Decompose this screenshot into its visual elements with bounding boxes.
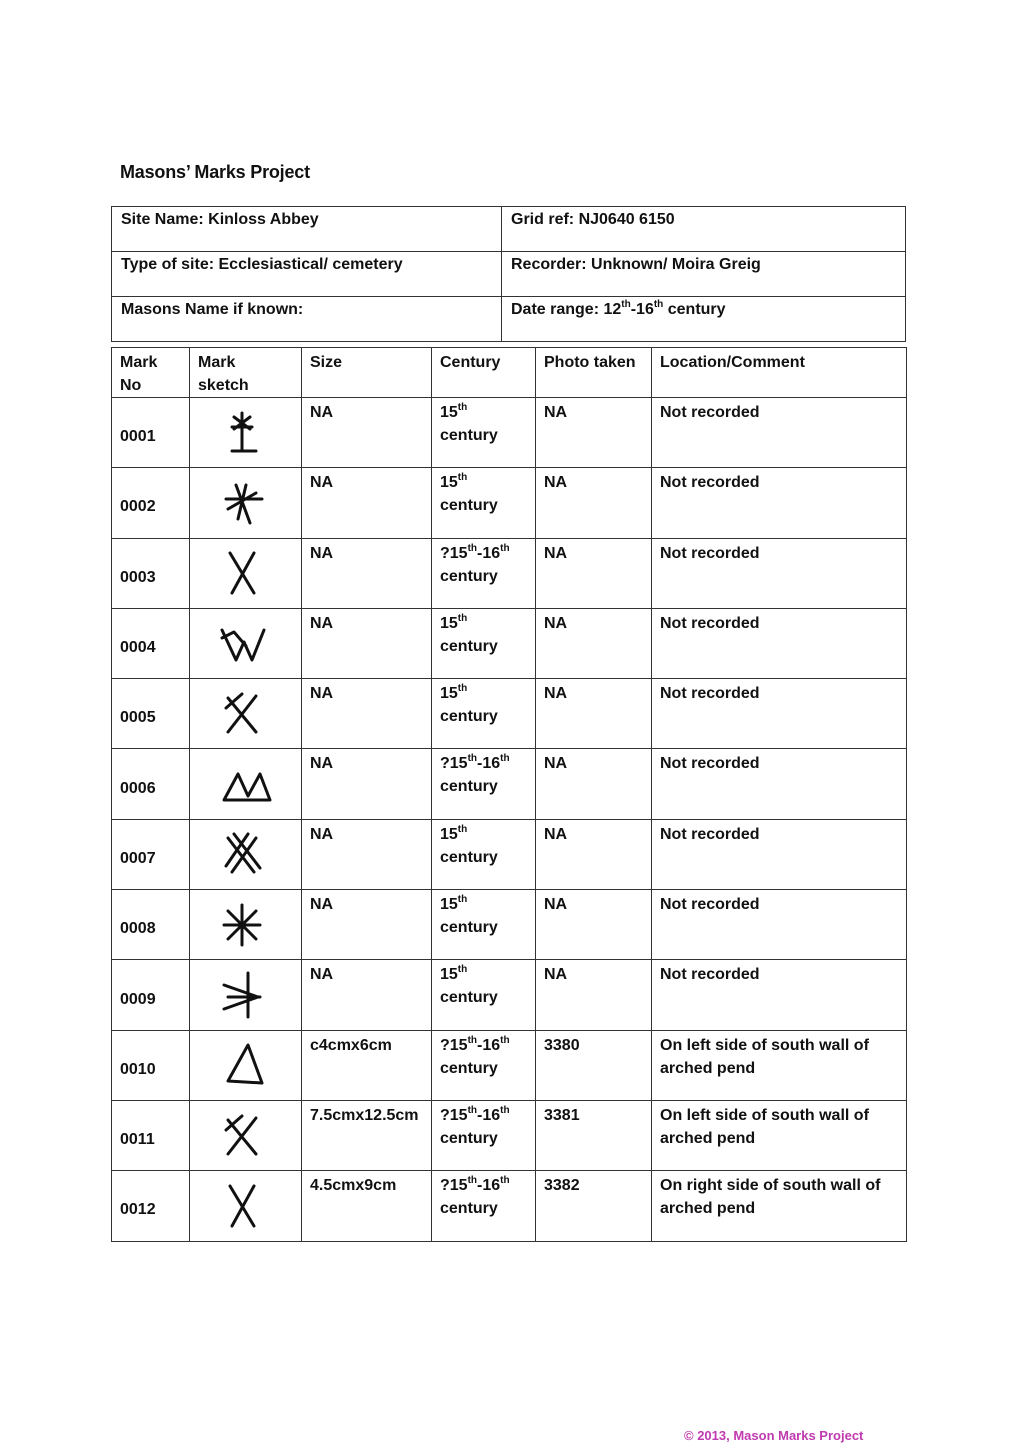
table-row xyxy=(112,749,907,819)
star-burst-mark-icon xyxy=(218,897,274,953)
size-cell: NA xyxy=(302,538,432,608)
century-cell xyxy=(432,890,536,960)
century-word: century xyxy=(440,637,498,655)
mark-no-header-line2: No xyxy=(120,377,142,394)
photo-cell: 3381 xyxy=(536,1100,652,1170)
photo-cell: 3380 xyxy=(536,1030,652,1100)
photo-cell: NA xyxy=(536,679,652,749)
mark-sketch-cell xyxy=(190,468,302,538)
mark-sketch-cell xyxy=(190,1030,302,1100)
table-row xyxy=(112,960,907,1030)
century-start: 15 xyxy=(449,755,468,773)
location-cell: Not recorded xyxy=(652,468,907,538)
mark-sketch-cell xyxy=(190,1100,302,1170)
date-range-suffix: century xyxy=(663,301,726,318)
mark-no-header xyxy=(112,348,190,398)
century-start-sup: th xyxy=(457,472,468,484)
photo-cell: NA xyxy=(536,749,652,819)
century-end: 16 xyxy=(482,544,501,562)
size-cell: NA xyxy=(302,819,432,889)
mark-no-cell: 0006 xyxy=(112,749,190,819)
century-start: 15 xyxy=(440,966,458,984)
century-word: century xyxy=(440,427,498,444)
photo-cell: NA xyxy=(536,890,652,960)
century-start: 15 xyxy=(440,614,458,632)
size-cell: 7.5cmx12.5cm xyxy=(302,1100,432,1170)
date-range-sup-start: th xyxy=(621,299,631,310)
photo-cell: NA xyxy=(536,538,652,608)
century-word: century xyxy=(440,778,498,796)
table-row xyxy=(112,468,907,538)
x-bar-mark-icon xyxy=(218,686,274,742)
location-cell: Not recorded xyxy=(652,538,907,608)
century-cell xyxy=(432,749,536,819)
century-start: 15 xyxy=(440,825,458,843)
triangle-mark-icon xyxy=(218,1037,274,1093)
size-cell: NA xyxy=(302,890,432,960)
table-row xyxy=(112,398,907,468)
century-start-sup: th xyxy=(457,894,468,906)
century-start: 15 xyxy=(440,685,458,703)
century-start-sup: th xyxy=(467,1175,478,1187)
century-start-sup: th xyxy=(457,964,468,976)
masons-name-cell: Masons Name if known: xyxy=(112,297,502,342)
mark-no-cell: 0004 xyxy=(112,608,190,678)
date-range-cell xyxy=(502,297,906,342)
mark-sketch-cell xyxy=(190,538,302,608)
size-cell: NA xyxy=(302,960,432,1030)
century-start: 15 xyxy=(440,404,458,421)
century-word: century xyxy=(440,989,498,1007)
century-word: century xyxy=(440,919,498,937)
mark-no-cell: 0005 xyxy=(112,679,190,749)
location-cell: Not recorded xyxy=(652,749,907,819)
marks-table xyxy=(111,347,907,1242)
mark-sketch-cell xyxy=(190,608,302,678)
asterisk-mark-icon xyxy=(218,475,274,531)
mark-no-header-line1: Mark xyxy=(120,354,158,371)
century-cell xyxy=(432,468,536,538)
size-cell: NA xyxy=(302,398,432,468)
mark-sketch-cell xyxy=(190,819,302,889)
century-dash: - xyxy=(477,755,483,773)
mark-sketch-cell xyxy=(190,1171,302,1241)
location-cell: Not recorded xyxy=(652,679,907,749)
century-start: 15 xyxy=(449,1177,468,1195)
mark-no-cell: 0012 xyxy=(112,1171,190,1241)
century-end-sup: th xyxy=(500,542,510,554)
x-mark-icon xyxy=(218,545,274,601)
site-type-cell: Type of site: Ecclesiastical/ cemetery xyxy=(112,252,502,297)
mark-no-cell: 0011 xyxy=(112,1100,190,1170)
cross-star-mark-icon xyxy=(218,405,274,461)
location-cell: Not recorded xyxy=(652,960,907,1030)
size-header: Size xyxy=(302,348,432,398)
century-cell xyxy=(432,1171,536,1241)
mark-sketch-cell xyxy=(190,890,302,960)
location-cell: On left side of south wall of arched pend xyxy=(652,1100,907,1170)
century-dash: - xyxy=(477,1036,483,1054)
century-word: century xyxy=(440,497,498,515)
century-cell xyxy=(432,538,536,608)
site-info-row xyxy=(112,297,906,342)
mark-no-cell: 0009 xyxy=(112,960,190,1030)
location-cell: On right side of south wall of arched pend xyxy=(652,1171,907,1241)
mark-sketch-cell xyxy=(190,749,302,819)
double-triangle-mark-icon xyxy=(218,756,274,812)
century-header: Century xyxy=(432,348,536,398)
century-word: century xyxy=(440,1059,498,1077)
photo-cell: NA xyxy=(536,398,652,468)
marks-body xyxy=(112,398,907,1242)
century-start-sup: th xyxy=(457,612,468,624)
mark-no-cell: 0010 xyxy=(112,1030,190,1100)
photo-cell: NA xyxy=(536,608,652,678)
site-name-cell: Site Name: Kinloss Abbey xyxy=(112,207,502,252)
century-start: 15 xyxy=(449,544,468,562)
mark-no-cell: 0002 xyxy=(112,468,190,538)
size-cell: NA xyxy=(302,468,432,538)
size-cell: NA xyxy=(302,749,432,819)
century-end-sup: th xyxy=(500,1104,510,1116)
copyright-footer: © 2013, Mason Marks Project xyxy=(684,1428,864,1443)
century-dash: - xyxy=(477,544,483,562)
century-cell xyxy=(432,960,536,1030)
century-start: 15 xyxy=(449,1036,468,1054)
photo-header: Photo taken xyxy=(536,348,652,398)
photo-cell: NA xyxy=(536,819,652,889)
size-cell: 4.5cmx9cm xyxy=(302,1171,432,1241)
century-cell xyxy=(432,819,536,889)
table-row xyxy=(112,819,907,889)
photo-cell: 3382 xyxy=(536,1171,652,1241)
double-x-mark-icon xyxy=(218,826,274,882)
location-cell: Not recorded xyxy=(652,398,907,468)
x-mark-icon xyxy=(218,1178,274,1234)
location-cell: Not recorded xyxy=(652,890,907,960)
table-row xyxy=(112,538,907,608)
grid-ref-cell: Grid ref: NJ0640 6150 xyxy=(502,207,906,252)
century-start-sup: th xyxy=(467,542,478,554)
photo-cell: NA xyxy=(536,960,652,1030)
century-end: 16 xyxy=(482,755,501,773)
mark-sketch-header-line1: Mark xyxy=(198,354,236,371)
century-start: 15 xyxy=(440,896,458,914)
century-start-sup: th xyxy=(467,1104,478,1116)
century-cell xyxy=(432,1030,536,1100)
century-word: century xyxy=(440,567,498,585)
mark-sketch-cell xyxy=(190,398,302,468)
arrow-staff-mark-icon xyxy=(218,967,274,1023)
century-end-sup: th xyxy=(500,753,510,765)
table-row xyxy=(112,1100,907,1170)
century-prefix: ? xyxy=(440,1106,450,1124)
century-end: 16 xyxy=(482,1036,501,1054)
table-row xyxy=(112,679,907,749)
mark-no-cell: 0003 xyxy=(112,538,190,608)
century-word: century xyxy=(440,848,498,866)
size-cell: NA xyxy=(302,608,432,678)
century-start: 15 xyxy=(440,474,458,492)
date-range-prefix: Date range: 12 xyxy=(511,301,622,318)
century-prefix: ? xyxy=(440,1177,450,1195)
mark-sketch-cell xyxy=(190,679,302,749)
table-row xyxy=(112,1171,907,1241)
century-prefix: ? xyxy=(440,544,450,562)
century-cell xyxy=(432,608,536,678)
century-word: century xyxy=(440,708,498,726)
size-cell: c4cmx6cm xyxy=(302,1030,432,1100)
century-cell xyxy=(432,1100,536,1170)
century-start-sup: th xyxy=(467,753,478,765)
size-cell: NA xyxy=(302,679,432,749)
century-dash: - xyxy=(477,1177,483,1195)
century-cell xyxy=(432,398,536,468)
table-row xyxy=(112,1030,907,1100)
location-cell: On left side of south wall of arched pend xyxy=(652,1030,907,1100)
century-start-sup: th xyxy=(457,402,468,413)
century-start: 15 xyxy=(449,1106,468,1124)
mark-sketch-cell xyxy=(190,960,302,1030)
century-start-sup: th xyxy=(467,1034,478,1046)
table-row xyxy=(112,890,907,960)
century-start-sup: th xyxy=(457,683,468,695)
site-info-row xyxy=(112,252,906,297)
mark-no-cell: 0008 xyxy=(112,890,190,960)
century-end: 16 xyxy=(482,1177,501,1195)
century-word: century xyxy=(440,1200,498,1218)
page-title: Masons’ Marks Project xyxy=(120,162,310,182)
table-row xyxy=(112,608,907,678)
location-cell: Not recorded xyxy=(652,608,907,678)
site-info-table xyxy=(111,206,906,342)
mark-no-cell: 0001 xyxy=(112,398,190,468)
w-zigzag-mark-icon xyxy=(218,616,274,672)
marks-header-row xyxy=(112,348,907,398)
date-range-mid: -16 xyxy=(630,301,654,318)
century-start-sup: th xyxy=(457,823,468,835)
century-cell xyxy=(432,679,536,749)
mark-no-cell: 0007 xyxy=(112,819,190,889)
x-bar-mark-icon xyxy=(218,1108,274,1164)
site-info-row xyxy=(112,207,906,252)
location-header: Location/Comment xyxy=(652,348,907,398)
recorder-cell: Recorder: Unknown/ Moira Greig xyxy=(502,252,906,297)
location-cell: Not recorded xyxy=(652,819,907,889)
century-end-sup: th xyxy=(500,1175,510,1187)
mark-sketch-header xyxy=(190,348,302,398)
century-end: 16 xyxy=(482,1106,501,1124)
mark-sketch-header-line2: sketch xyxy=(198,377,249,394)
photo-cell: NA xyxy=(536,468,652,538)
century-prefix: ? xyxy=(440,755,450,773)
century-word: century xyxy=(440,1129,498,1147)
date-range-sup-end: th xyxy=(653,299,664,310)
century-dash: - xyxy=(477,1106,483,1124)
century-prefix: ? xyxy=(440,1036,450,1054)
century-end-sup: th xyxy=(500,1034,510,1046)
